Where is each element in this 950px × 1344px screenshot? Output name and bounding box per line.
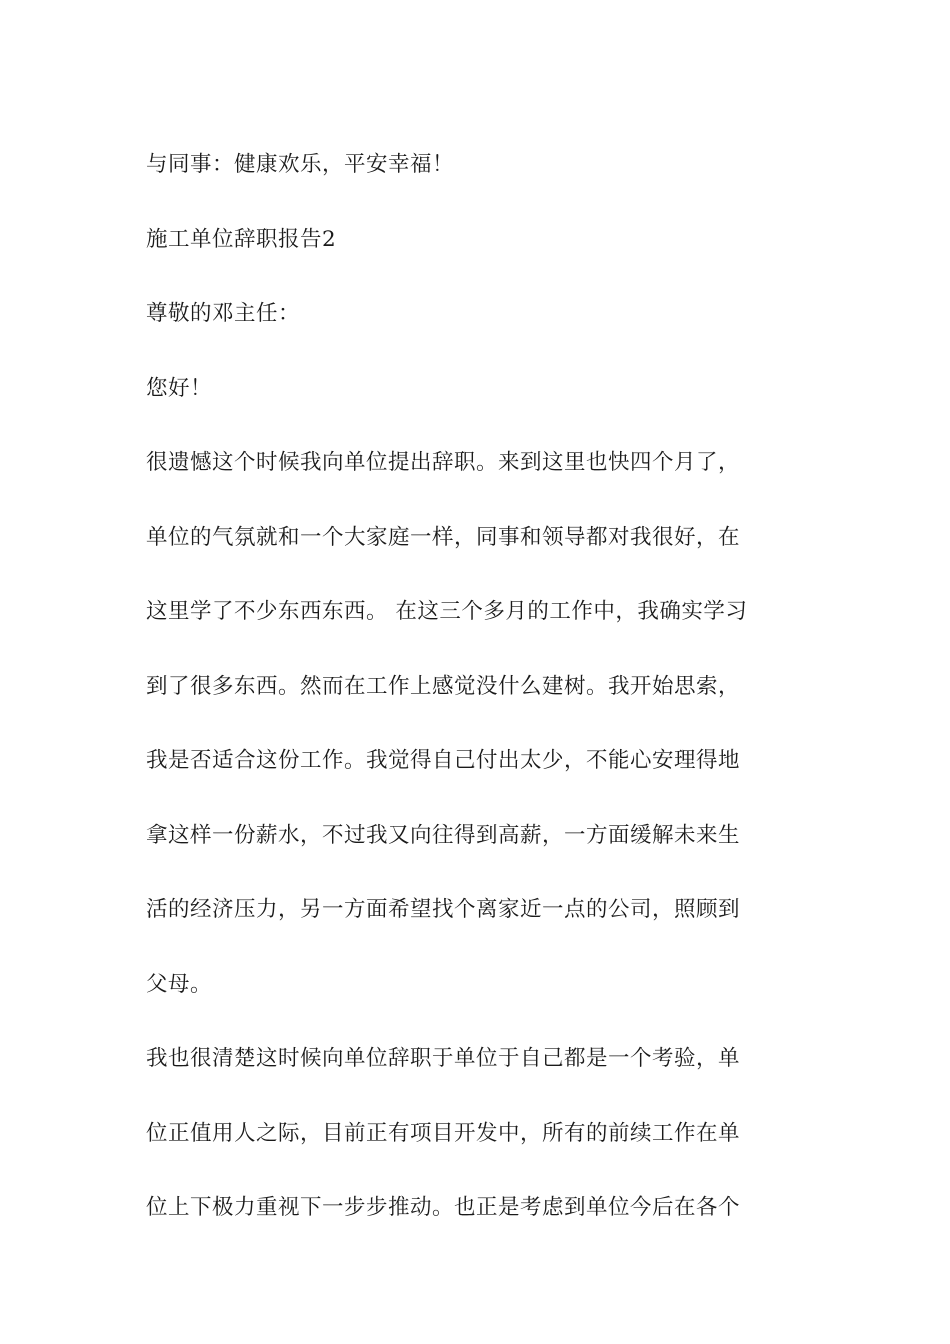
salutation: 尊敬的邓主任：: [146, 301, 301, 326]
text-line: 我是否适合这份工作。我觉得自己付出太少，不能心安理得地: [146, 748, 741, 773]
text-line: 父母。: [146, 971, 213, 997]
text-line: 这里学了不少东西东西。 在这三个多月的工作中，我确实学习: [146, 599, 748, 624]
text-line: 很遗憾这个时候我向单位提出辞职。来到这里也快四个月了，: [146, 450, 741, 475]
text-line: 单位的气氛就和一个大家庭一样，同事和领导都对我很好，在: [146, 524, 741, 550]
text-line: 活的经济压力，另一方面希望找个离家近一点的公司，照顾到: [146, 897, 741, 922]
text-line: 位上下极力重视下一步步推动。也正是考虑到单位今后在各个: [146, 1195, 741, 1220]
text-line: 位正值用人之际，目前正有项目开发中，所有的前续工作在单: [146, 1120, 741, 1146]
text-line: 我也很清楚这时候向单位辞职于单位于自己都是一个考验，单: [146, 1046, 741, 1071]
text-line: 拿这样一份薪水，不过我又向往得到高薪，一方面缓解未来生: [146, 822, 741, 848]
text-line: 与同事：健康欢乐，平安幸福！: [146, 152, 455, 177]
section-title: 施工单位辞职报告2: [146, 226, 337, 252]
text-line: 到了很多东西。然而在工作上感觉没什么建树。我开始思索，: [146, 673, 741, 699]
greeting: 您好！: [146, 375, 213, 401]
document-body: [146, 128, 806, 1246]
